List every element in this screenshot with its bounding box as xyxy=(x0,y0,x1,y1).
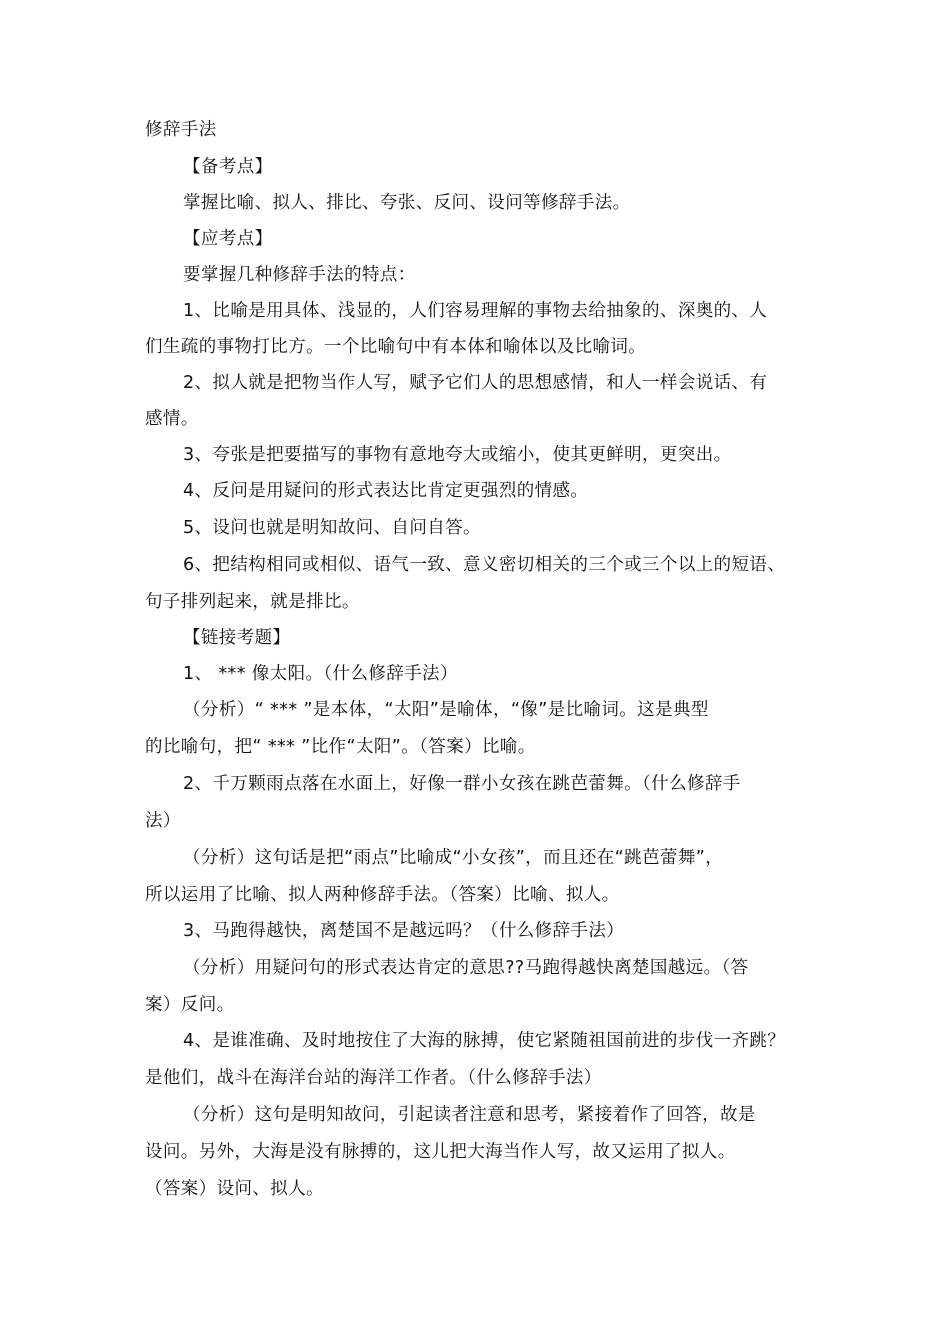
paragraph-line: 设问。另外，大海是没有脉搏的，这儿把大海当作人写，故又运用了拟人。 xyxy=(145,1142,736,1162)
paragraph-line: 6、把结构相同或相似、语气一致、意义密切相关的三个或三个以上的短语、 xyxy=(183,555,786,575)
paragraph-line: 2、千万颗雨点落在水面上，好像一群小女孩在跳芭蕾舞。（什么修辞手 xyxy=(183,774,741,794)
paragraph-line: 句子排列起来，就是排比。 xyxy=(145,592,360,612)
paragraph-line: 3、马跑得越快，离楚国不是越远吗？（什么修辞手法） xyxy=(183,921,625,941)
paragraph-line: （分析）用疑问句的形式表达肯定的意思??马跑得越快离楚国越远。（答 xyxy=(183,958,749,978)
section-heading-questions: 【链接考题】 xyxy=(183,628,291,648)
paragraph-line: 3、夸张是把要描写的事物有意地夸大或缩小，使其更鲜明，更突出。 xyxy=(183,445,732,465)
paragraph-line: 案）反问。 xyxy=(145,995,235,1015)
paragraph-line: （分析）这句是明知故问，引起读者注意和思考，紧接着作了回答，故是 xyxy=(183,1105,756,1125)
paragraph-line: 的比喻句，把“ *** ”比作“太阳”。（答案）比喻。 xyxy=(145,737,536,757)
paragraph-line: 法） xyxy=(145,811,181,831)
paragraph-line: 要掌握几种修辞手法的特点： xyxy=(183,265,416,285)
paragraph-line: （答案）设问、拟人。 xyxy=(145,1179,324,1199)
paragraph-line: （分析）“ *** ”是本体，“太阳”是喻体，“像”是比喻词。这是典型 xyxy=(183,700,709,720)
paragraph-line: 4、反问是用疑问的形式表达比肯定更强烈的情感。 xyxy=(183,481,589,501)
paragraph-line: 感情。 xyxy=(145,409,199,429)
document-title: 修辞手法 xyxy=(145,120,217,140)
paragraph-line: 掌握比喻、拟人、排比、夸张、反问、设问等修辞手法。 xyxy=(183,193,631,213)
paragraph-line: 所以运用了比喻、拟人两种修辞手法。（答案）比喻、拟人。 xyxy=(145,885,620,905)
paragraph-line: 1、比喻是用具体、浅显的，人们容易理解的事物去给抽象的、深奥的、人 xyxy=(183,301,768,321)
paragraph-line: 4、是谁准确、及时地按住了大海的脉搏，使它紧随祖国前进的步伐一齐跳？ xyxy=(183,1031,786,1051)
paragraph-line: （分析）这句话是把“雨点”比喻成“小女孩”，而且还在“跳芭蕾舞”， xyxy=(183,848,724,868)
section-heading-key: 【应考点】 xyxy=(183,229,273,249)
paragraph-line: 是他们，战斗在海洋台站的海洋工作者。（什么修辞手法） xyxy=(145,1068,602,1088)
section-heading-prep: 【备考点】 xyxy=(183,157,273,177)
paragraph-line: 2、拟人就是把物当作人写，赋予它们人的思想感情，和人一样会说话、有 xyxy=(183,373,768,393)
paragraph-line: 5、设问也就是明知故问、自问自答。 xyxy=(183,518,481,538)
paragraph-line: 1、 *** 像太阳。（什么修辞手法） xyxy=(183,664,458,684)
paragraph-line: 们生疏的事物打比方。一个比喻句中有本体和喻体以及比喻词。 xyxy=(145,337,647,357)
